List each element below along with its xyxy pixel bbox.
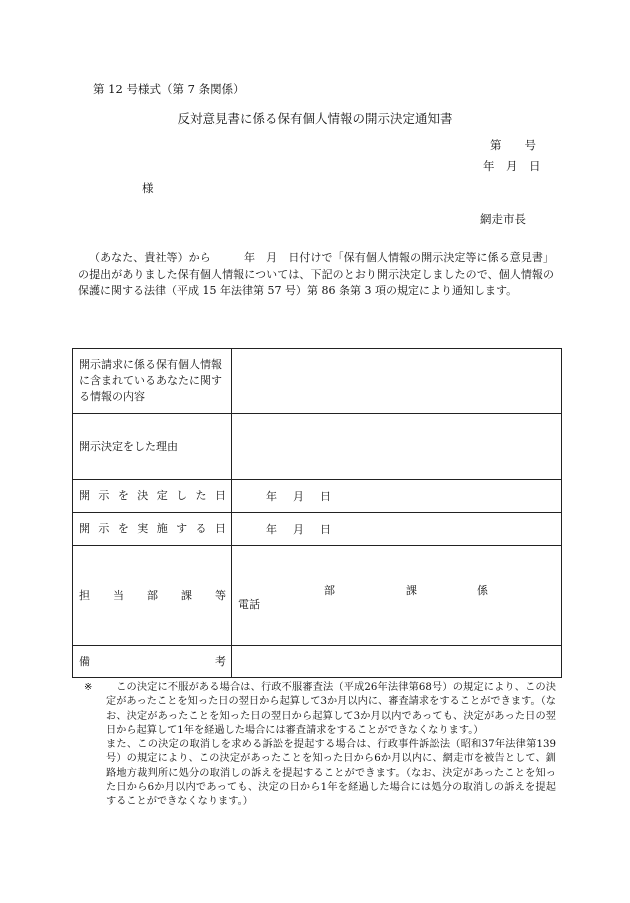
sender-name: 網走市長 [480,212,526,226]
notes-block [84,681,556,810]
info-content-label: 開示請求に係る保有個人情報に含まれているあなたに関する情報の内容 [73,349,232,414]
table-row [73,546,562,646]
note-paragraph-lawsuit: また、この決定の取消しを求める訴訟を提起する場合は、行政事件訴訟法（昭和37年法律第139号）の規定により、この決定があったことを知った日から6か月以内に、網走市を被告として、釧路地方裁判所に処分の取消しの訴えを提起することができます。（なお、決定があったことを知った日から6か月以内であっても、決定の日から1年を経過した場合には処分の取消しの訴えを提起することができなくなります。） [106,739,556,808]
department-label: 担 当 部 課 等 [73,546,232,646]
implementation-date-label: 開 示 を 実 施 す る 日 [73,513,232,546]
info-content-value [232,349,562,414]
body-paragraph-block [78,250,554,300]
remarks-value [232,646,562,678]
decision-table [72,348,562,678]
phone-label: 電話 [238,598,260,611]
implementation-date-value: 年 月 日 [232,513,562,546]
table-row [73,513,562,546]
department-value: 部 課 係 電話 [232,546,562,646]
remarks-label: 備 考 [73,646,232,678]
note-paragraph-appeal: この決定に不服がある場合は、行政不服審査法（平成26年法律第68号）の規定により、この決定があったことを知った日の翌日から起算して3か月以内に、審査請求をすることができます。（なお、決定があったことを知った日の翌日から起算して3か月以内であっても、決定があった日の翌日から起算して1年を経過した場合には審査請求をすることができなくなります。） [106,682,556,736]
note-mark: ※ [84,682,93,693]
reference-number: 第 号 [490,138,536,152]
table-row [73,349,562,414]
body-paragraph: （あなた、貴社等）から 年 月 日付けで「保有個人情報の開示決定等に係る意見書」の提出がありました保有個人情報については、下記のとおり開示決定しましたので、個人情報の保護に関する法律（平成 15 年法律第 57 号）第 86 条第 3 項の規定により通知します。 [78,251,554,297]
table-row [73,480,562,513]
table-row [73,646,562,678]
decision-date-label: 開 示 を 決 定 し た 日 [73,480,232,513]
form-number: 第 12 号様式（第 7 条関係） [93,82,245,96]
issue-date: 年 月 日 [483,159,541,173]
decision-date-value: 年 月 日 [232,480,562,513]
decision-reason-label: 開示決定をした理由 [73,414,232,480]
addressee-suffix: 様 [142,181,154,195]
table-row [73,414,562,480]
decision-reason-value [232,414,562,480]
document-title: 反対意見書に係る保有個人情報の開示決定通知書 [177,111,453,126]
